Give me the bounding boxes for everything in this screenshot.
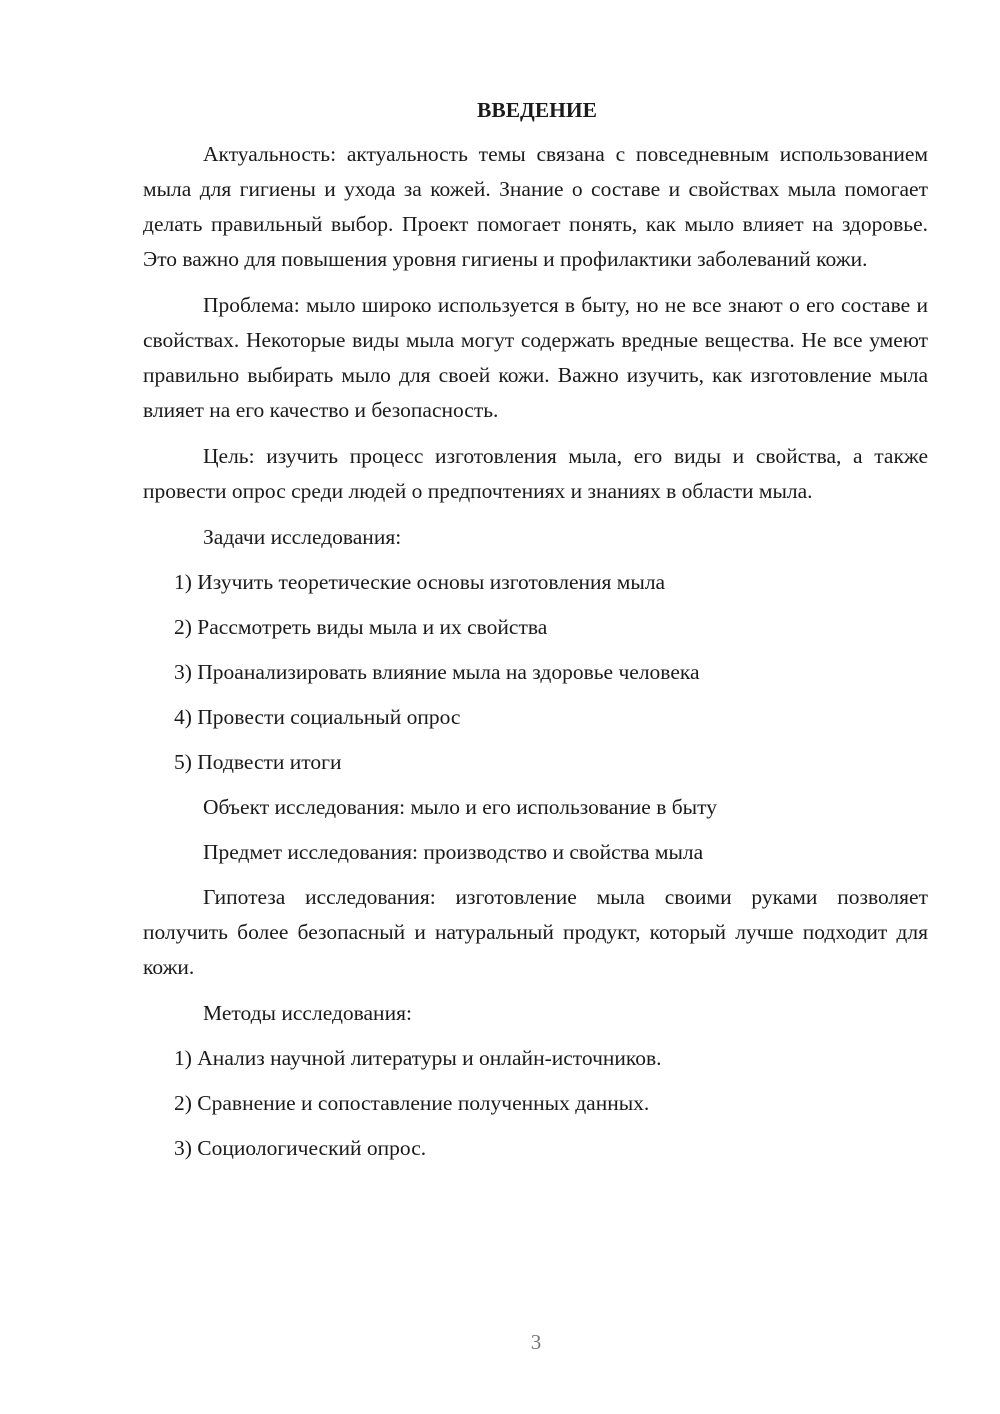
method-item: 3) Социологический опрос. bbox=[174, 1136, 427, 1160]
tasks-heading: Задачи исследования: bbox=[203, 525, 402, 549]
task-item: 2) Рассмотреть виды мыла и их свойства bbox=[174, 615, 548, 639]
methods-heading: Методы исследования: bbox=[203, 1001, 412, 1025]
task-item: 4) Провести социальный опрос bbox=[174, 705, 461, 729]
task-item: 5) Подвести итоги bbox=[174, 750, 342, 774]
task-item: 3) Проанализировать влияние мыла на здоровье человека bbox=[174, 660, 700, 684]
page-number: 3 bbox=[530, 1330, 542, 1354]
hypothesis-paragraph: Гипотеза исследования: изготовление мыла своими руками позволяет получить более безопасный и натуральный продукт, который лучше подходит для кожи. bbox=[143, 885, 928, 979]
research-subject: Предмет исследования: производство и свойства мыла bbox=[203, 840, 704, 864]
section-title: ВВЕДЕНИЕ bbox=[477, 98, 597, 122]
problem-paragraph: Проблема: мыло широко используется в быту, но не все знают о его составе и свойствах. Некоторые виды мыла могут содержать вредные вещества. Не все умеют правильно выбирать мыло для своей кожи. Важно изучить, как изготовление мыла влияет на его качество и безопасность. bbox=[143, 293, 928, 422]
method-item: 2) Сравнение и сопоставление полученных данных. bbox=[174, 1091, 650, 1115]
research-object: Объект исследования: мыло и его использование в быту bbox=[203, 795, 717, 819]
relevance-paragraph: Актуальность: актуальность темы связана с повседневным использованием мыла для гигиены и ухода за кожей. Знание о составе и свойствах мыла помогает делать правильный выбор. Проект помогает понять, как мыло влияет на здоровье. Это важно для повышения уровня гигиены и профилактики заболеваний кожи. bbox=[143, 142, 928, 271]
task-item: 1) Изучить теоретические основы изготовления мыла bbox=[174, 570, 666, 594]
goal-paragraph: Цель: изучить процесс изготовления мыла, его виды и свойства, а также провести опрос среди людей о предпочтениях и знаниях в области мыла. bbox=[143, 444, 928, 503]
method-item: 1) Анализ научной литературы и онлайн-источников. bbox=[174, 1046, 662, 1070]
document-page bbox=[143, 95, 928, 1176]
